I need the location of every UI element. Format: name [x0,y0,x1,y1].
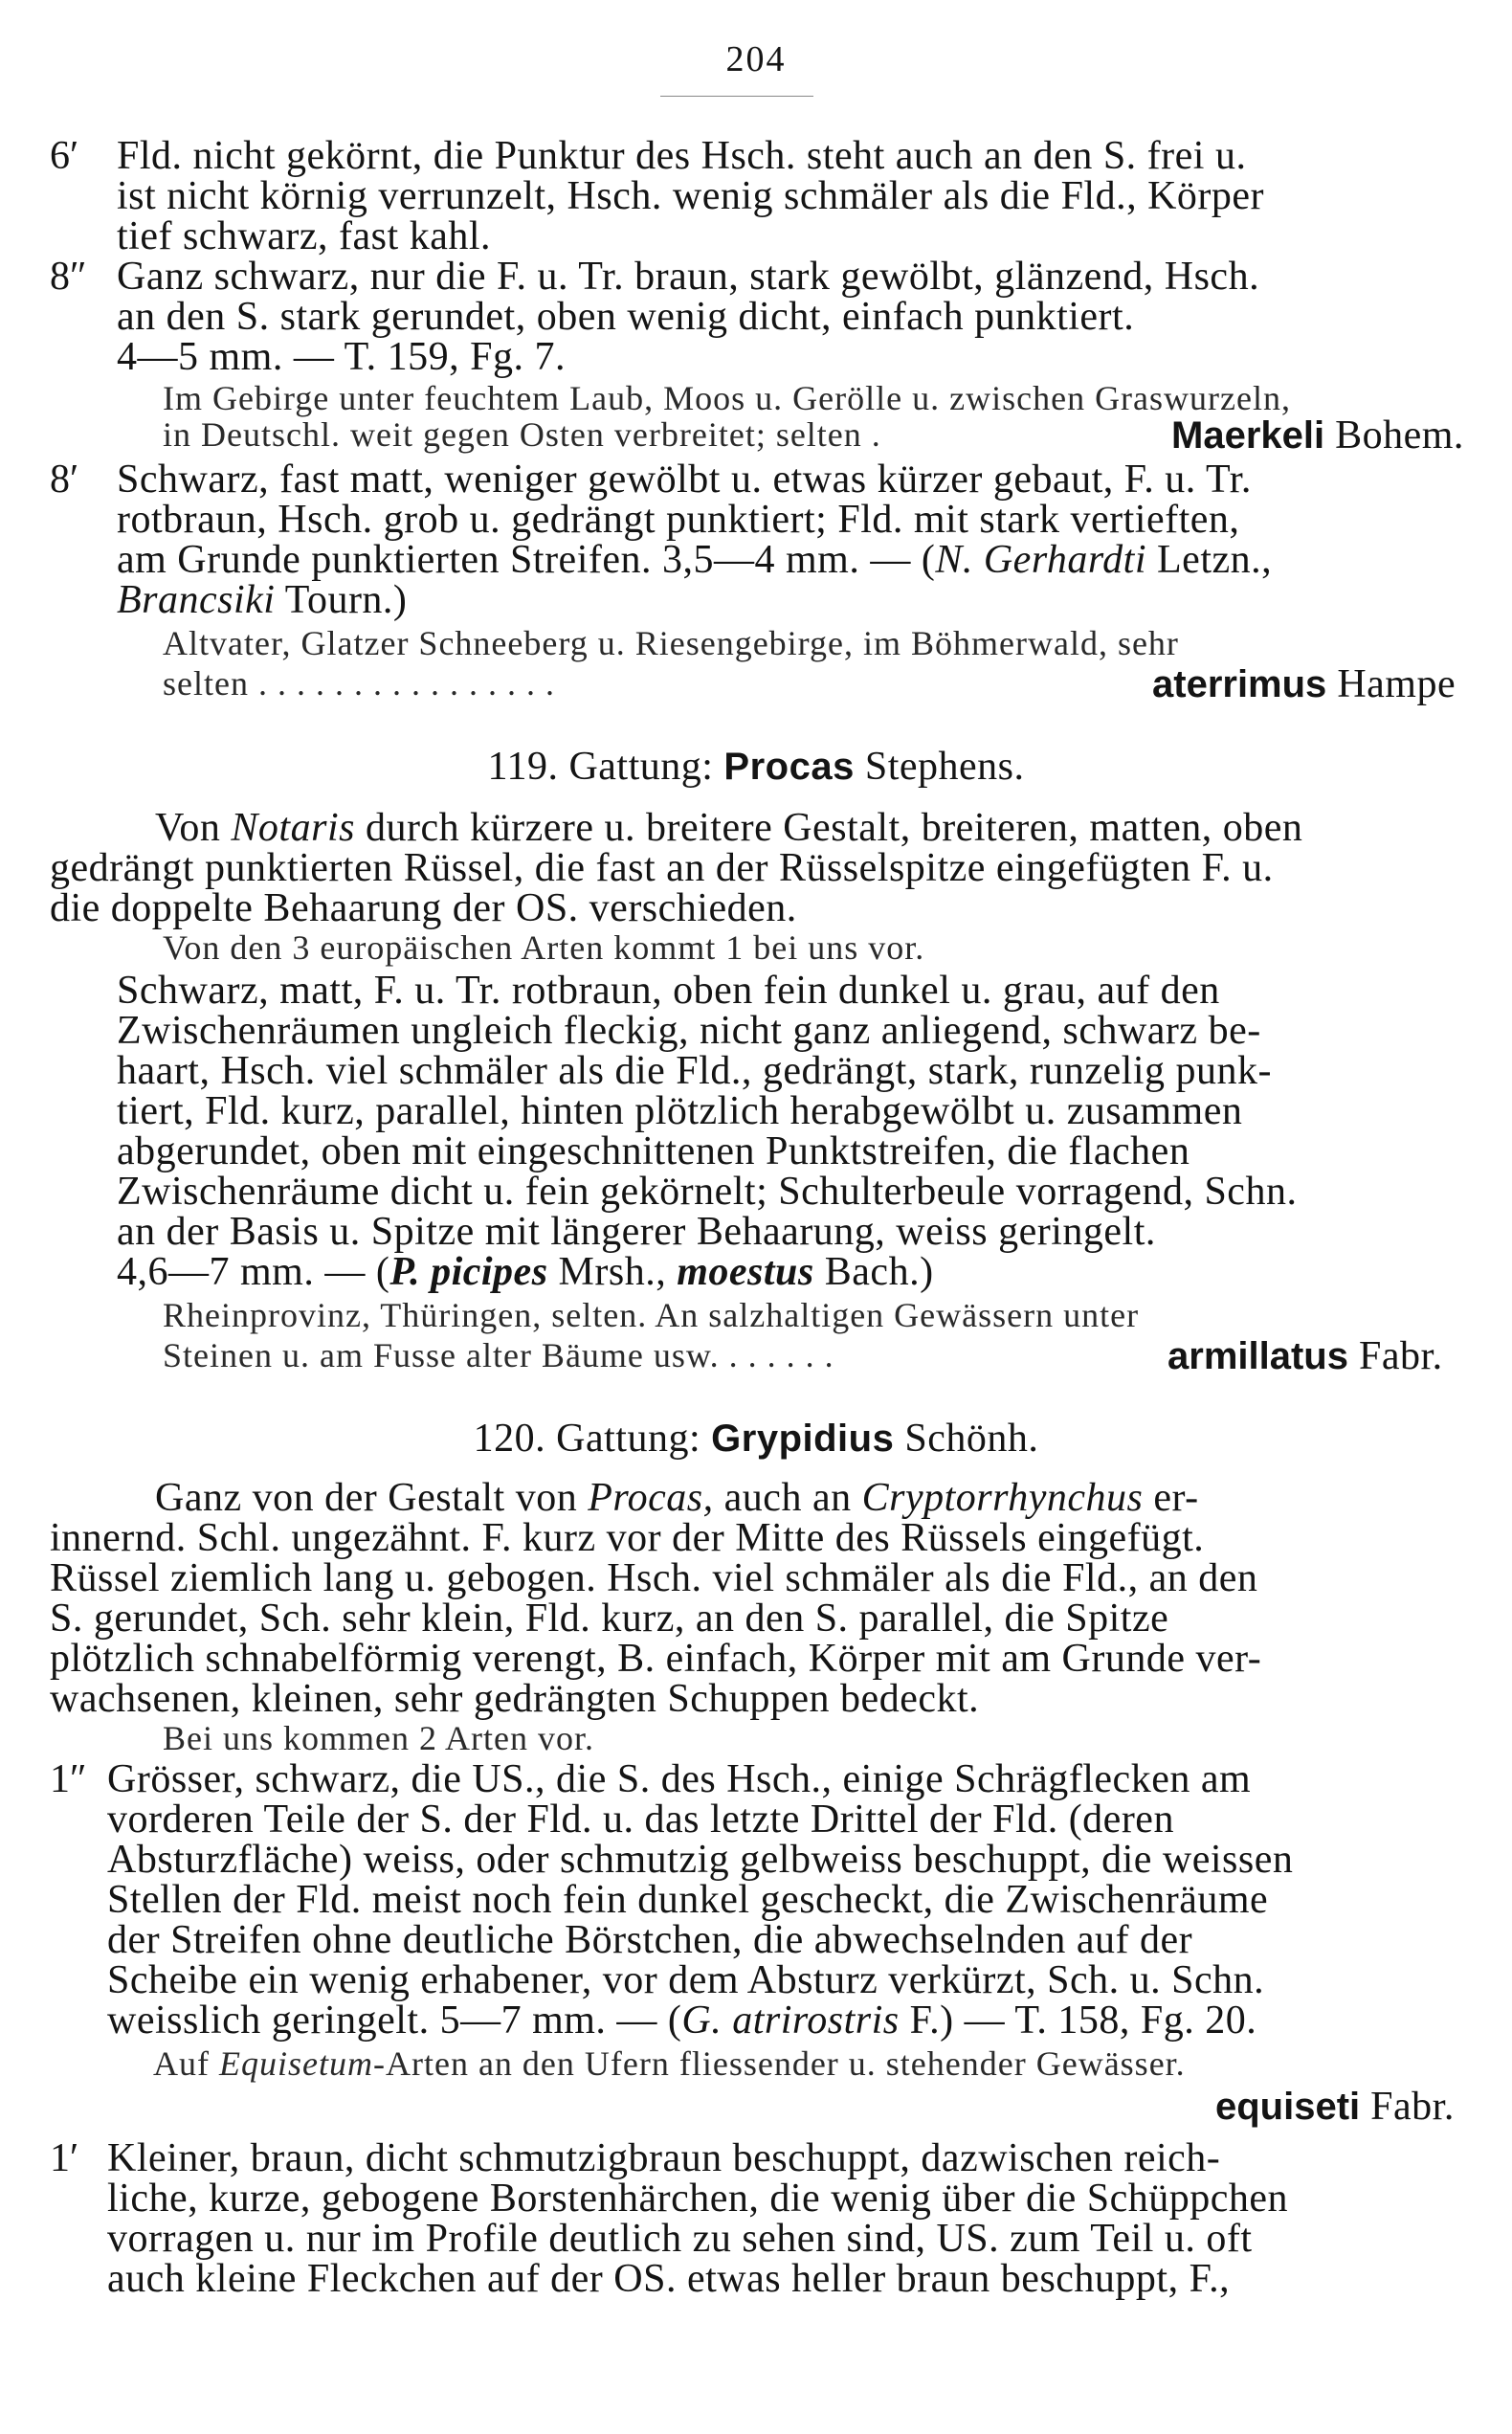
text-part: Bach.) [824,1250,934,1294]
synonym-name: Brancsiki [117,578,276,622]
text-part: durch kürzere u. breitere Gestalt, breiteren, matten, oben [365,806,1303,850]
text-line: abgerundet, oben mit eingeschnittenen Punktstreifen, die flachen [117,1129,1190,1173]
text-line: Schwarz, fast matt, weniger gewölbt u. etwas kürzer gebaut, F. u. Tr. [117,458,1252,502]
text-line: haart, Hsch. viel schmäler als die Fld., gedrängt, stark, runzelig punk- [117,1049,1272,1093]
page-number: 204 [725,39,787,79]
habitat-line: Altvater, Glatzer Schneeberg u. Riesengebirge, im Böhmerwald, sehr [163,624,1179,662]
habitat-line: Im Gebirge unter feuchtem Laub, Moos u. Gerölle u. zwischen Graswurzeln, [163,379,1291,417]
text-line [117,1248,934,1296]
text-line: S. gerundet, Sch. sehr klein, Fld. kurz, an den S. parallel, die Spitze [50,1597,1169,1641]
genus-heading [0,1415,1512,1463]
text-line: ist nicht körnig verrunzelt, Hsch. wenig schmäler als die Fld., Körper [117,174,1265,218]
species-name: equiseti [1215,2086,1361,2128]
text-line: Ganz schwarz, nur die F. u. Tr. braun, stark gewölbt, glänzend, Hsch. [117,255,1260,299]
habitat-text: in Deutschl. weit gegen Osten verbreitet; selten . [163,415,881,454]
text-line: Absturzfläche) weiss, oder schmutzig gelbweiss beschuppt, die weissen [107,1838,1294,1882]
text-part: -Arten an den Ufern fliessender u. stehender Gewässer. [372,2044,1186,2083]
species-name: Maerkeli [1171,414,1325,457]
text-line: an den S. stark gerundet, oben wenig dicht, einfach punktiert. [117,295,1135,339]
text-line: auch kleine Fleckchen auf der OS. etwas heller braun beschuppt, F., [107,2257,1231,2301]
text-part: Letzn., [1157,538,1273,582]
text-part: Ganz von der Gestalt von [155,1476,578,1520]
species-author: Hampe [1337,662,1456,706]
text-line: Grösser, schwarz, die US., die S. des Hsch., einige Schrägflecken am [107,1757,1252,1801]
synonym-name: N. Gerhardti [935,538,1147,582]
text-line: 4—5 mm. — T. 159, Fg. 7. [117,335,566,379]
species-line [1171,412,1464,459]
note-line: Von den 3 europäischen Arten kommt 1 bei uns vor. [163,928,925,967]
key-number: 1′ [50,2136,79,2180]
synonym-name: moestus [677,1250,814,1294]
note-line: Bei uns kommen 2 Arten vor. [163,1719,594,1757]
habitat-line [153,2043,1186,2085]
text-line: Stellen der Fld. meist noch fein dunkel gescheckt, die Zwischenräume [107,1878,1269,1922]
genus-author: Schönh. [904,1417,1039,1461]
text-part: er- [1153,1476,1199,1520]
text-part: 4,6—7 mm. — ( [117,1250,390,1294]
species-line [1152,660,1456,708]
text-line: tiert, Fld. kurz, parallel, hinten plötzlich herabgewölbt u. zusammen [117,1089,1243,1133]
genus-name: Grypidius [711,1418,895,1460]
habitat-line: selten . . . . . . . . . . . . . . . . [163,664,555,703]
text-line: Kleiner, braun, dicht schmutzigbraun beschuppt, dazwischen reich- [107,2136,1221,2180]
key-number: 6′ [50,134,79,178]
text-line: der Streifen ohne deutliche Börstchen, die abwechselnden auf der [107,1918,1193,1962]
text-part: Tourn.) [284,578,408,622]
text-line: wachsenen, kleinen, sehr gedrängten Schuppen bedeckt. [50,1677,980,1721]
text-line: innernd. Schl. ungezähnt. F. kurz vor der Mitte des Rüssels eingefügt. [50,1516,1205,1560]
text-line: gedrängt punktierten Rüssel, die fast an der Rüsselspitze eingefügten F. u. [50,846,1274,890]
key-number: 8′ [50,458,79,502]
text-line: vorragen u. nur im Profile deutlich zu sehen sind, US. zum Teil u. oft [107,2217,1253,2261]
text-part: F.) — T. 158, Fg. 20. [909,1999,1257,2043]
plant-genus: Equisetum [219,2044,373,2083]
key-number: 8″ [50,255,87,299]
synonym-name: P. picipes [389,1250,548,1294]
text-line: Scheibe ein wenig erhabener, vor dem Absturz verkürzt, Sch. u. Schn. [107,1958,1265,2002]
key-number: 1″ [50,1757,87,1801]
species-name: aterrimus [1152,663,1327,705]
heading-number: 120. Gattung: [473,1417,701,1461]
text-part: Auf [153,2044,210,2083]
genus-reference: Cryptorrhynchus [861,1476,1144,1520]
species-name: armillatus [1167,1335,1348,1377]
species-author: Fabr. [1370,2085,1455,2129]
genus-author: Stephens. [864,745,1025,789]
habitat-line: Steinen u. am Fusse alter Bäume usw. . . . . . . [163,1336,834,1374]
text-line: an der Basis u. Spitze mit längerer Behaarung, weiss geringelt. [117,1210,1156,1254]
text-line: Schwarz, matt, F. u. Tr. rotbraun, oben fein dunkel u. grau, auf den [117,969,1220,1013]
text-line: vorderen Teile der S. der Fld. u. das letzte Drittel der Fld. (deren [107,1798,1174,1842]
habitat-line: Rheinprovinz, Thüringen, selten. An salzhaltigen Gewässern unter [163,1296,1140,1334]
synonym-name: G. atrirostris [681,1999,900,2043]
text-line: Zwischenräume dicht u. fein gekörnelt; Schulterbeule vorragend, Schn. [117,1170,1298,1214]
text-line: plötzlich schnabelförmig verengt, B. einfach, Körper mit am Grunde ver- [50,1637,1262,1681]
text-line: Fld. nicht gekörnt, die Punktur des Hsch. steht auch an den S. frei u. [117,134,1247,178]
genus-name: Procas [723,746,855,788]
text-part: auch an [723,1476,852,1520]
text-part: am Grunde punktierten Streifen. 3,5—4 mm. — ( [117,538,936,582]
text-line: Zwischenräumen ungleich fleckig, nicht ganz anliegend, schwarz be- [117,1009,1261,1053]
genus-reference: Notaris [231,806,355,850]
text-line [107,1997,1256,2044]
genus-heading [0,743,1512,791]
habitat-line [163,413,881,456]
species-author: Fabr. [1358,1334,1443,1378]
species-author: Bohem. [1335,413,1464,458]
text-line: Rüssel ziemlich lang u. gebogen. Hsch. viel schmäler als die Fld., an den [50,1556,1258,1600]
text-line: die doppelte Behaarung der OS. verschieden. [50,886,797,930]
page-number-rule [660,96,813,97]
text-line: rotbraun, Hsch. grob u. gedrängt punktiert; Fld. mit stark vertieften, [117,498,1240,542]
species-line [1167,1332,1443,1380]
text-line [117,576,407,624]
text-line: tief schwarz, fast kahl. [117,214,492,258]
text-part: Mrsh., [558,1250,667,1294]
text-line: liche, kurze, gebogene Borstenhärchen, die wenig über die Schüppchen [107,2177,1289,2221]
heading-number: 119. Gattung: [487,745,714,789]
genus-reference: Procas, [588,1476,714,1520]
text-part: weisslich geringelt. 5—7 mm. — ( [107,1999,682,2043]
species-line [1215,2083,1455,2131]
text-part: Von [155,806,221,850]
